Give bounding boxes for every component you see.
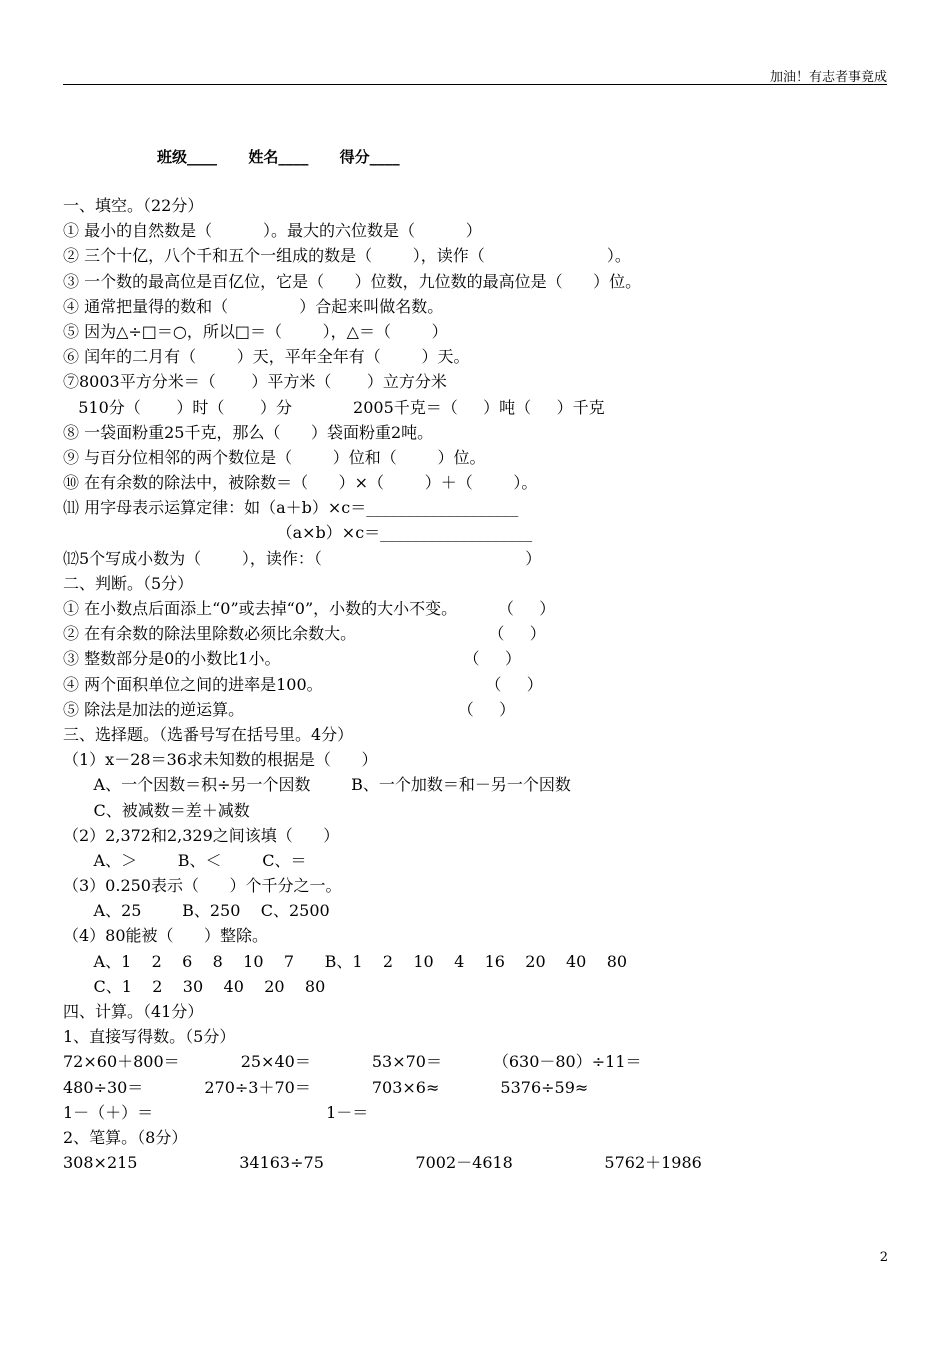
option-line: A、25 B、250 C、2500 (63, 901, 330, 921)
subsection-title: 1、直接写得数。（5分） (63, 1027, 236, 1047)
question-line: （a×b）×c＝___________________ (63, 523, 533, 543)
page-number: 2 (879, 1250, 888, 1265)
question-line: 510分（ ）时（ ）分 2005千克＝（ ）吨（ ）千克 (63, 397, 605, 417)
question-line: ③ 一个数的最高位是百亿位，它是（ ）位数，九位数的最高位是（ ）位。 (63, 271, 642, 291)
question-line: ④ 两个面积单位之间的进率是100。 （ ） (63, 674, 543, 694)
header-rule (63, 84, 887, 85)
question-line: （3）0.250表示（ ）个千分之一。 (63, 876, 342, 896)
question-line: ⑨ 与百分位相邻的两个数位是（ ）位和（ ）位。 (63, 447, 486, 467)
question-line: ② 在有余数的除法里除数必须比余数大。 （ ） (63, 624, 546, 644)
exam-content (63, 193, 893, 1175)
option-line: C、被减数＝差＋减数 (63, 800, 250, 820)
header-motto: 加油！有志者事竟成 (769, 70, 887, 85)
question-line: ⑿5个写成小数为（ ），读作：（ ） (63, 548, 542, 568)
question-line: ⑾ 用字母表示运算定律：如（a＋b）×c＝___________________ (63, 498, 519, 518)
question-line: （4）80能被（ ）整除。 (63, 926, 269, 946)
question-line: （2）2,372和2,329之间该填（ ） (63, 825, 340, 845)
calculation-line: 308×215 34163÷75 7002－4618 5762＋1986 (63, 1153, 702, 1173)
question-line: ⑩ 在有余数的除法中，被除数＝（ ）×（ ）＋（ ）。 (63, 473, 538, 493)
question-line: ⑤ 因为△÷□＝○，所以□＝（ ），△＝（ ） (63, 321, 448, 341)
question-line: ⑥ 闰年的二月有（ ）天，平年全年有（ ）天。 (63, 347, 470, 367)
section-title-calculation: 四、计算。（41分） (63, 1002, 204, 1021)
question-line: ⑤ 除法是加法的逆运算。 （ ） (63, 699, 516, 719)
calculation-line: 480÷30＝ 270÷3＋70＝ 703×6≈ 5376÷59≈ (63, 1077, 589, 1097)
section-title-fill-blank: 一、填空。（22分） (63, 196, 204, 215)
option-line: A、1 2 6 8 10 7 B、1 2 10 4 16 20 40 80 (63, 951, 628, 971)
option-line: C、1 2 30 40 20 80 (63, 976, 326, 996)
option-line: A、＞ B、＜ C、＝ (63, 850, 307, 870)
question-line: ⑧ 一袋面粉重25千克，那么（ ）袋面粉重2吨。 (63, 422, 434, 442)
option-line: A、一个因数＝积÷另一个因数 B、一个加数＝和－另一个因数 (63, 775, 571, 795)
question-line: （1）x－28＝36求未知数的根据是（ ） (63, 750, 378, 770)
question-line: ④ 通常把量得的数和（ ）合起来叫做名数。 (63, 296, 444, 316)
question-line: ③ 整数部分是0的小数比1小。 （ ） (63, 649, 521, 669)
section-title-true-false: 二、判断。（5分） (63, 573, 194, 593)
question-line: ① 最小的自然数是（ ）。最大的六位数是（ ） (63, 221, 482, 241)
question-line: ② 三个十亿，八个千和五个一组成的数是（ ），读作（ ）。 (63, 246, 631, 266)
student-info-line: 班级____ 姓名____ 得分____ (157, 148, 400, 166)
calculation-line: 1－（＋）＝ 1－＝ (63, 1102, 369, 1122)
question-line: ⑦8003平方分米＝（ ）平方米（ ）立方分米 (63, 372, 447, 392)
subsection-title: 2、笔算。（8分） (63, 1127, 188, 1147)
calculation-line: 72×60＋800＝ 25×40＝ 53×70＝ （630－80）÷11＝ (63, 1052, 642, 1072)
section-title-multiple-choice: 三、选择题。（选番号写在括号里。4分） (63, 724, 354, 744)
question-line: ① 在小数点后面添上“0”或去掉“0”，小数的大小不变。 （ ） (63, 599, 556, 618)
